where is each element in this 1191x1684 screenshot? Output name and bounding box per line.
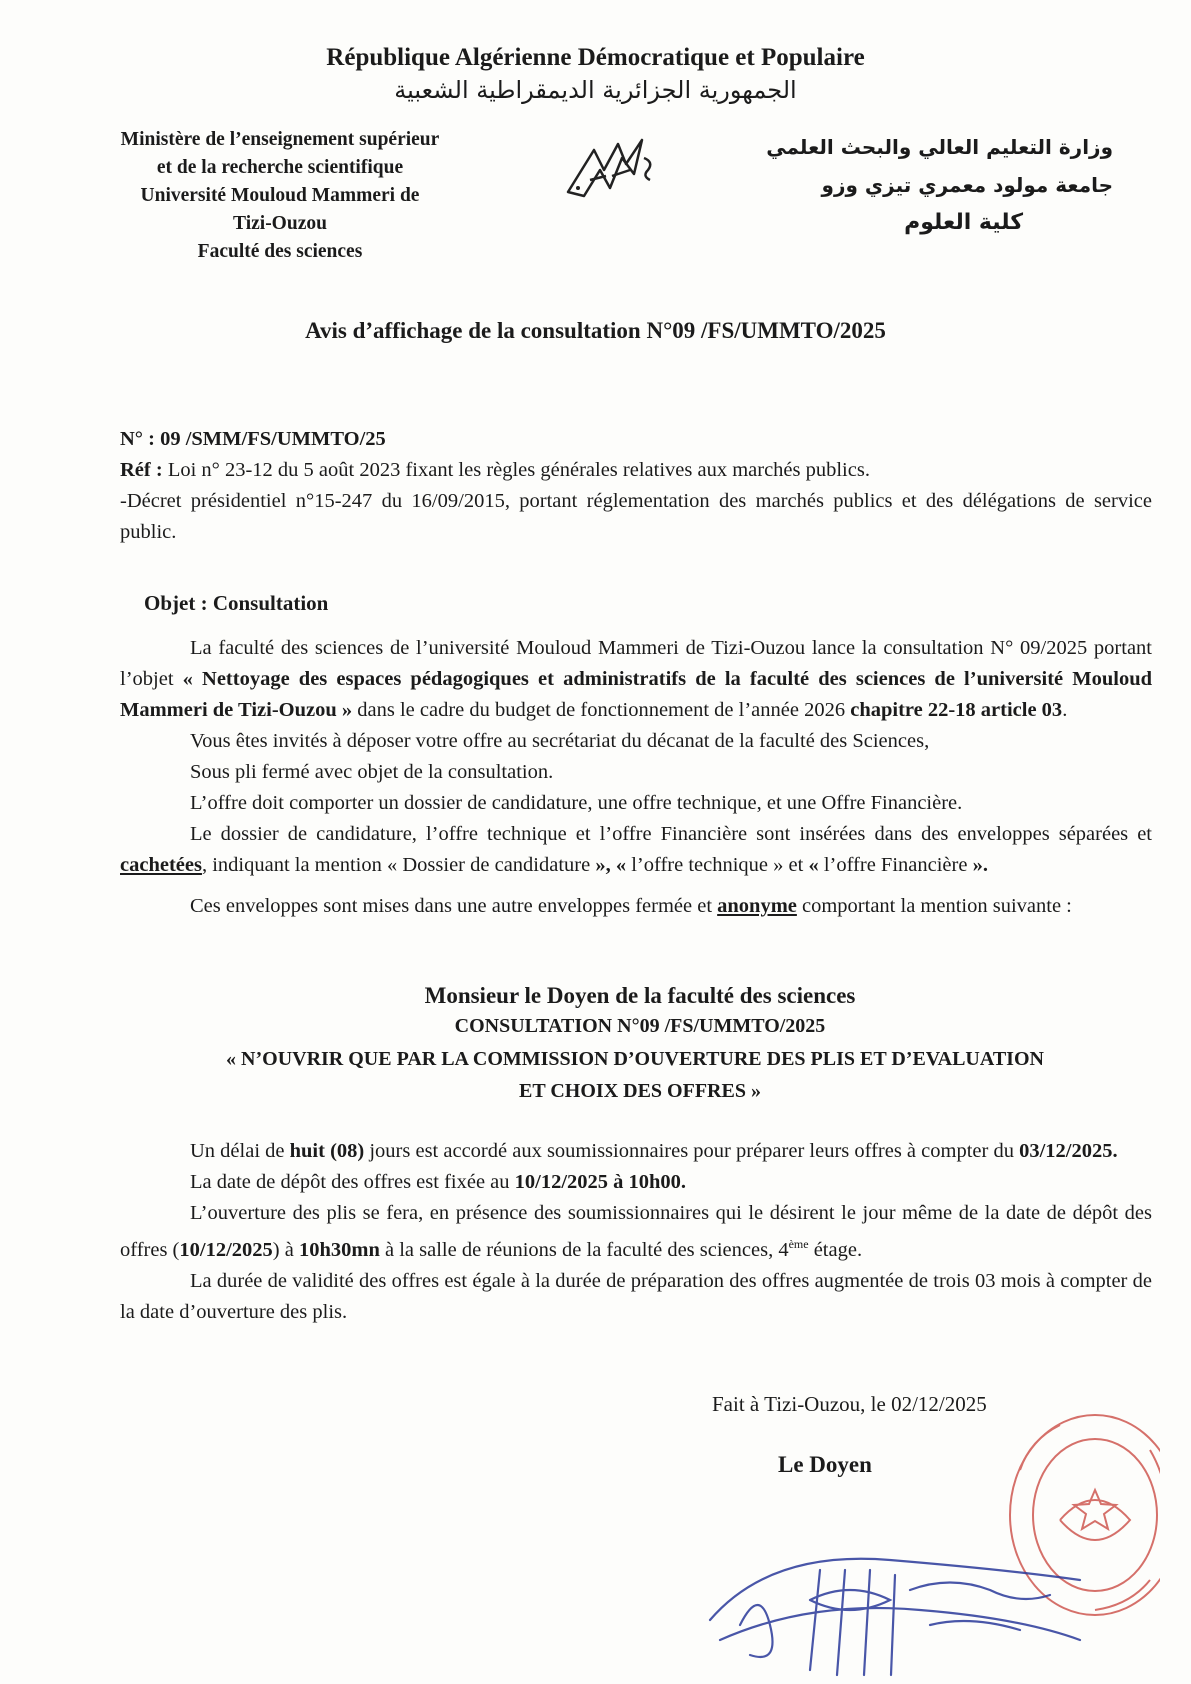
ministry-line-ar: وزارة التعليم العالي والبحث العلمي xyxy=(766,135,1113,159)
university-line-2: Tizi-Ouzou xyxy=(233,213,327,234)
paragraph-contents: L’offre doit comporter un dossier de candidature, une offre technique, et une Offre Financière. xyxy=(190,792,963,814)
p5-text-g: l’offre technique » et xyxy=(626,854,809,876)
main-body xyxy=(120,633,1152,922)
paragraph-opening xyxy=(120,1198,1152,1266)
p7-text-c: jours est accordé aux soumissionnaires pour préparer leurs offres à compter du xyxy=(364,1140,1020,1162)
p7-start-date: 03/12/2025. xyxy=(1019,1140,1118,1162)
p9-date: 10/12/2025 xyxy=(179,1238,273,1261)
p6-anonymous-word: anonyme xyxy=(717,895,797,917)
p5-text-k: . xyxy=(982,854,988,876)
p9-text-c: ) à xyxy=(272,1238,299,1261)
p5-text-c: , indiquant la mention « Dossier de candidature xyxy=(201,854,596,876)
p8-deposit-datetime: 10/12/2025 à 10h00. xyxy=(514,1171,687,1193)
paragraph-envelopes xyxy=(120,819,1152,881)
p9-text-a: L’ouverture des plis se fera, en présence des soumissionnaires qui le désirent le jour même de la date de dépôt des offres ( xyxy=(120,1202,1152,1261)
ministry-line-2: et de la recherche scientifique xyxy=(156,157,404,178)
p5-text-f: « xyxy=(615,854,627,876)
p5-text-e: , xyxy=(605,854,616,876)
p1-chapter: chapitre 22-18 article 03 xyxy=(850,699,1063,721)
p5-text-h: « xyxy=(808,854,819,876)
p6-text-a: Ces enveloppes sont mises dans une autre enveloppes fermée et xyxy=(190,895,718,917)
faculty-line-ar: كلية العلوم xyxy=(904,210,1023,235)
address-line-2: CONSULTATION N°09 /FS/UMMTO/2025 xyxy=(454,1015,826,1037)
reference-block xyxy=(120,424,1152,548)
paragraph-outer-envelope xyxy=(120,891,1152,922)
paragraph-validity: La durée de validité des offres est égale à la durée de préparation des offres augmentée de trois 03 mois à compter de la date d’ouverture des plis. xyxy=(120,1269,1152,1323)
institution-block-fr xyxy=(70,126,490,266)
deadline-block xyxy=(120,1136,1152,1328)
paragraph-sealed: Sous pli fermé avec objet de la consultation. xyxy=(190,761,554,783)
paragraph-invitation: Vous êtes invités à déposer votre offre au secrétariat du décanat de la faculté des Sciences, xyxy=(190,730,930,752)
p5-text-a: Le dossier de candidature, l’offre technique et l’offre Financière sont insérées dans des enveloppes séparées et xyxy=(190,823,1152,845)
handwritten-signature-icon xyxy=(700,1530,1120,1680)
university-line-ar: جامعة مولود معمري تيزي وزو xyxy=(821,173,1113,197)
republic-title-fr: République Algérienne Démocratique et Populaire xyxy=(326,44,865,71)
p5-text-i: l’offre Financière xyxy=(818,854,973,876)
ref-text: Loi n° 23-12 du 5 août 2023 fixant les règles générales relatives aux marchés publics. xyxy=(162,459,870,481)
p1-text-e: . xyxy=(1062,699,1068,721)
reference-number: N° : 09 /SMM/FS/UMMTO/25 xyxy=(120,428,386,450)
university-logo-icon xyxy=(560,130,680,210)
p9-text-f: étage. xyxy=(808,1238,863,1261)
p7-text-a: Un délai de xyxy=(190,1140,290,1162)
p1-object-title: « Nettoyage des espaces pédagogiques et administratifs de la faculté des sciences de l’université Mouloud Mammeri de Tizi-Ouzou » xyxy=(120,668,1152,721)
p7-days: huit (08) xyxy=(289,1140,365,1162)
university-line-1: Université Mouloud Mammeri de xyxy=(140,185,420,206)
p9-time: 10h30mn xyxy=(298,1238,380,1261)
p5-text-j: » xyxy=(972,854,983,876)
signatory-title: Le Doyen xyxy=(778,1452,872,1477)
address-line-3: « N’OUVRIR QUE PAR LA COMMISSION D’OUVERTURE DES PLIS ET D’EVALUATION xyxy=(226,1048,1044,1070)
reference-decree: -Décret présidentiel n°15-247 du 16/09/2015, portant réglementation des marchés publics et des délégations de service public. xyxy=(120,490,1152,543)
p8-text-a: La date de dépôt des offres est fixée au xyxy=(190,1171,515,1193)
paragraph-consultation xyxy=(120,633,1152,726)
reference-law xyxy=(120,455,1152,486)
institution-block-ar xyxy=(753,128,1113,242)
faculty-line: Faculté des sciences xyxy=(197,241,363,262)
p1-text-c: dans le cadre du budget de fonctionnement de l’année 2026 xyxy=(352,699,851,721)
p5-sealed-word: cachetées xyxy=(120,854,202,876)
paragraph-delay xyxy=(120,1136,1152,1167)
p1-text-a: La faculté des sciences de l’université Mouloud Mammeri de Tizi-Ouzou lance la consultation N° 09/2025 portant l’objet xyxy=(120,637,1152,690)
ministry-line-1: Ministère de l’enseignement supérieur xyxy=(120,129,440,150)
address-line-4: ET CHOIX DES OFFRES » xyxy=(519,1080,761,1102)
address-line-1: Monsieur le Doyen de la faculté des sciences xyxy=(424,983,856,1008)
document-title: Avis d’affichage de la consultation N°09 /FS/UMMTO/2025 xyxy=(305,318,886,343)
republic-title-ar: الجمهورية الجزائرية الديمقراطية الشعبية xyxy=(394,76,797,104)
place-and-date: Fait à Tizi-Ouzou, le 02/12/2025 xyxy=(712,1392,987,1416)
paragraph-deposit-date xyxy=(120,1167,1152,1198)
ref-label: Réf : xyxy=(120,459,163,481)
p6-text-c: comportant la mention suivante : xyxy=(796,895,1072,917)
p9-superscript: ème xyxy=(788,1237,809,1251)
object-line: Objet : Consultation xyxy=(144,591,329,615)
p5-text-d: » xyxy=(595,854,606,876)
p9-text-e: à la salle de réunions de la faculté des sciences, 4 xyxy=(379,1238,789,1261)
